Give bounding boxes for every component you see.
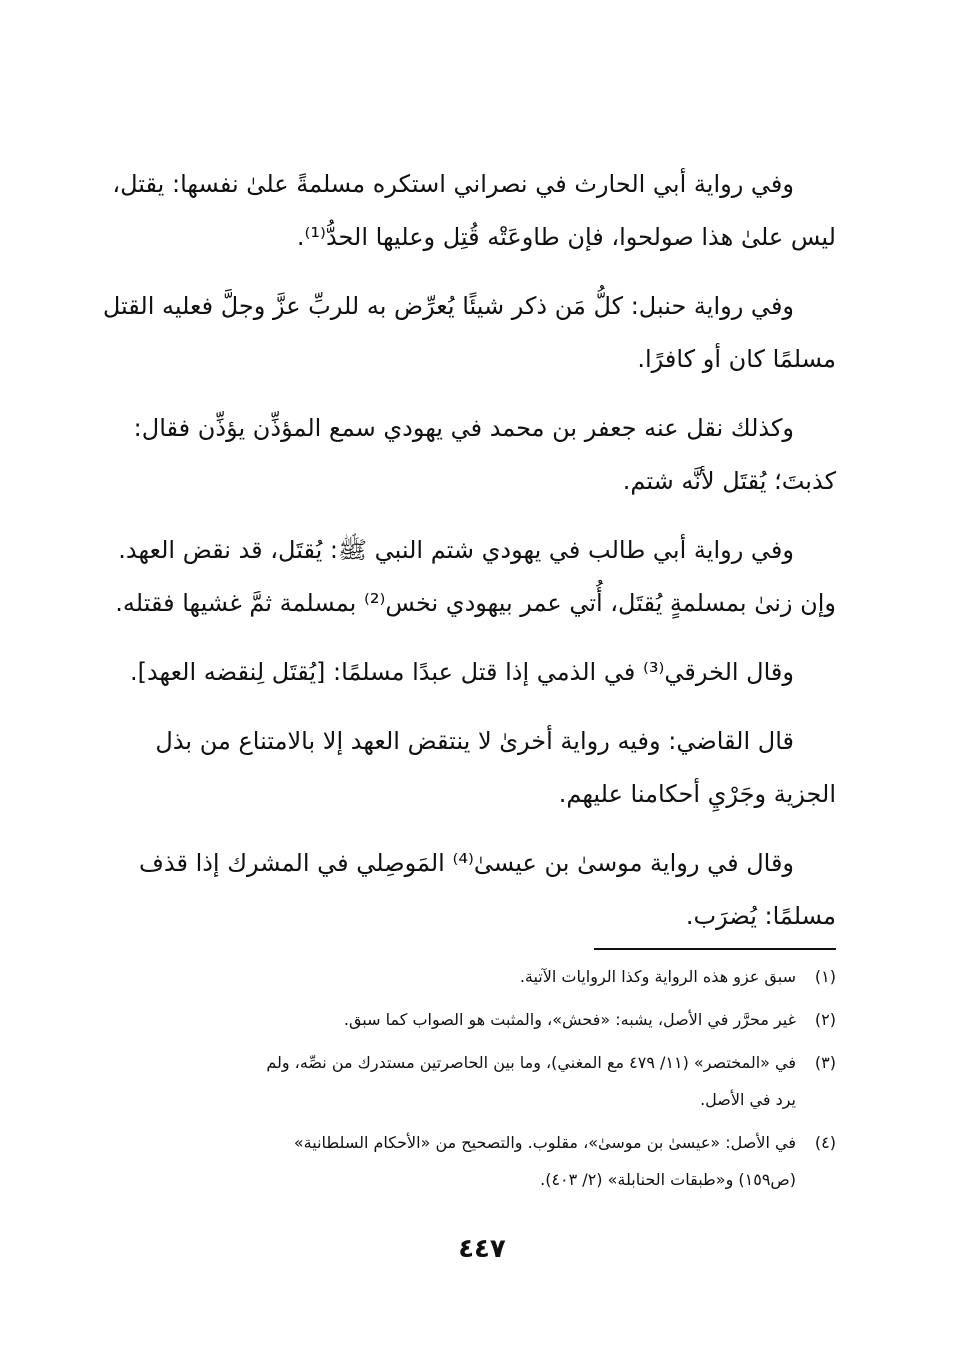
text-line: في الأصل: «عيسىٰ بن موسىٰ»، مقلوب. والتصحيح من «الأحكام السلطانية» <box>293 1133 796 1152</box>
text-line: قال القاضي: وفيه رواية أخرىٰ لا ينتقض العهد إلا بالامتناع من بذل <box>155 727 794 755</box>
page-number: ٤٤٧ <box>458 1234 506 1264</box>
footnote-number: (١) <box>814 967 836 986</box>
paragraph-6 <box>128 715 836 821</box>
footnote-2 <box>128 1001 836 1038</box>
text-line: وفي رواية أبي الحارث في نصراني استكره مسلمةً علىٰ نفسها: يقتل، <box>112 170 794 198</box>
text-line: وفي رواية أبي طالب في يهودي شتم النبي ﷺ: يُقتَل، قد نقض العهد. <box>118 536 794 564</box>
paragraph-2 <box>102 280 836 386</box>
footnote-number: (٢) <box>814 1010 836 1029</box>
footnotes <box>128 958 836 1204</box>
paragraph-3 <box>128 402 836 508</box>
text-line: ليس علىٰ هذا صولحوا، فإن طاوعَتْه قُتِل وعليها الحدُّ⁽¹⁾. <box>296 223 836 251</box>
footnote-4 <box>128 1124 836 1198</box>
footnote-divider <box>594 948 836 950</box>
text-line: (ص١٥٩) و«طبقات الحنابلة» (٢/ ٤٠٣). <box>540 1170 796 1189</box>
footnote-number: (٣) <box>814 1053 836 1072</box>
footnote-text <box>128 958 796 995</box>
footnote-number: (٤) <box>814 1133 836 1152</box>
footnote-text <box>128 1124 796 1198</box>
text-line: وقال الخرقي⁽³⁾ في الذمي إذا قتل عبدًا مسلمًا: [يُقتَل لِنقضه العهد]. <box>129 658 794 686</box>
paragraph-1 <box>112 158 836 264</box>
text-line: وإن زنىٰ بمسلمةٍ يُقتَل، أُتي عمر بيهودي نخس⁽²⁾ بمسلمة ثمَّ غشيها فقتله. <box>115 589 836 617</box>
text-line: غير محرَّر في الأصل، يشبه: «فحش»، والمثبت هو الصواب كما سبق. <box>343 1010 796 1029</box>
text-line: في «المختصر» (١١/ ٤٧٩ مع المغني)، وما بين الحاصرتين مستدرك من نصِّه، ولم <box>266 1053 796 1072</box>
footnote-3 <box>128 1044 836 1118</box>
text-line: وكذلك نقل عنه جعفر بن محمد في يهودي سمع المؤذِّن يؤذِّن فقال: <box>133 414 794 442</box>
footnote-1 <box>128 958 836 995</box>
text-line: يرد في الأصل. <box>700 1090 796 1109</box>
text-line: الجزية وجَرْيِ أحكامنا عليهم. <box>558 780 836 808</box>
text-line: وقال في رواية موسىٰ بن عيسىٰ⁽⁴⁾ المَوصِلي في المشرك إذا قذف <box>139 849 794 877</box>
text-line: سبق عزو هذه الرواية وكذا الروايات الآتية. <box>519 967 796 986</box>
text-line: كذبتَ؛ يُقتَل لأنَّه شتم. <box>622 467 836 495</box>
paragraph-7 <box>128 837 836 943</box>
footnote-text <box>128 1001 796 1038</box>
footnote-text <box>128 1044 796 1118</box>
text-line: وفي رواية حنبل: كلُّ مَن ذكر شيئًا يُعرِّض به للربِّ عزَّ وجلَّ فعليه القتل <box>102 292 794 320</box>
text-line: مسلمًا: يُضرَب. <box>685 902 836 930</box>
main-text <box>102 158 836 959</box>
paragraph-4 <box>115 524 836 630</box>
paragraph-5 <box>128 646 836 699</box>
text-line: مسلمًا كان أو كافرًا. <box>637 345 836 373</box>
